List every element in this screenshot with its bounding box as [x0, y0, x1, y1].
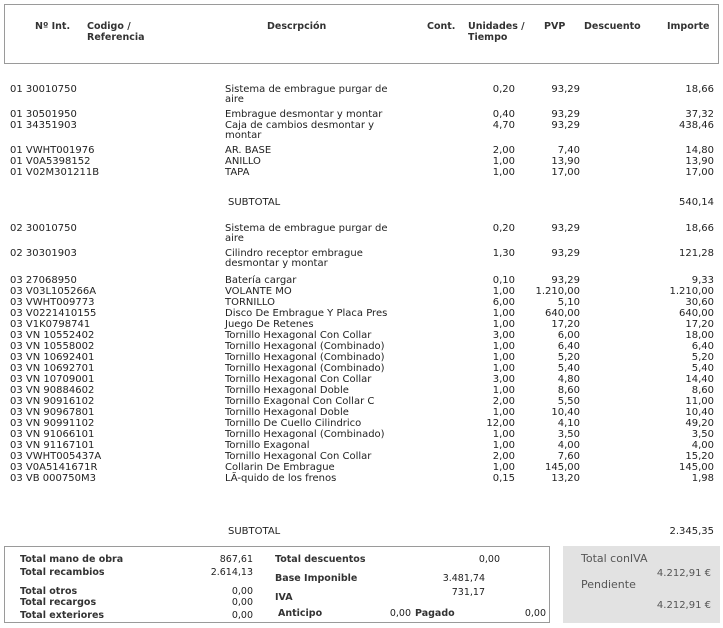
row-units: 0,20 [492, 84, 515, 95]
anticipo-value: 0,00 [389, 608, 411, 619]
header-descripcion: Descrpción [267, 21, 327, 32]
row-code: 03 VN 90991102 [10, 418, 95, 429]
row-importe: 9,33 [691, 275, 714, 286]
total-exteriores-value: 0,00 [231, 610, 253, 621]
table-row [0, 375, 723, 385]
total-recambios-value: 2.614,13 [210, 567, 253, 578]
subtotal-value: 540,14 [679, 197, 714, 208]
row-pvp: 5,20 [557, 352, 580, 363]
row-units: 2,00 [492, 145, 515, 156]
row-code: 03 V0A5141671R [10, 462, 98, 473]
table-row [0, 146, 723, 156]
row-code: 03 VN 90916102 [10, 396, 95, 407]
row-description: Tornillo Hexagonal (Combinado) [225, 429, 385, 440]
row-importe: 15,20 [685, 451, 714, 462]
row-description: Tornillo Hexagonal (Combinado) [225, 363, 385, 374]
table-row [0, 441, 723, 451]
table-row [0, 84, 723, 105]
row-description: Disco De Embrague Y Placa Pres [225, 308, 388, 319]
row-units: 1,00 [492, 308, 515, 319]
row-pvp: 5,10 [557, 297, 580, 308]
total-con-iva-label: Total conIVA [581, 552, 648, 565]
row-importe: 18,66 [685, 84, 714, 95]
total-con-iva-value: 4.212,91 € [656, 568, 711, 579]
table-row [0, 287, 723, 297]
row-pvp: 6,00 [557, 330, 580, 341]
row-pvp: 17,20 [551, 319, 580, 330]
row-units: 1,00 [492, 440, 515, 451]
row-units: 1,00 [492, 352, 515, 363]
table-row [0, 168, 723, 178]
row-importe: 640,00 [679, 308, 714, 319]
row-pvp: 4,00 [557, 440, 580, 451]
summary-box [563, 546, 720, 623]
row-description: Tornillo De Cuello Cilindrico [225, 418, 362, 429]
row-description: Collarin De Embrague [225, 462, 335, 473]
row-importe: 4,00 [691, 440, 714, 451]
total-descuentos-label: Total descuentos [275, 554, 366, 565]
row-importe: 5,20 [691, 352, 714, 363]
row-importe: 13,90 [685, 156, 714, 167]
row-importe: 8,60 [691, 385, 714, 396]
row-description: Caja de cambios desmontar y montar [225, 120, 375, 141]
row-description: Tornillo Hexagonal (Combinado) [225, 341, 385, 352]
row-pvp: 93,29 [551, 223, 580, 234]
row-code: 03 VN 10692401 [10, 352, 95, 363]
row-importe: 49,20 [685, 418, 714, 429]
row-code: 01 30010750 [10, 84, 77, 95]
row-code: 01 V02M301211B [10, 167, 100, 178]
row-code: 03 V1K0798741 [10, 319, 91, 330]
row-units: 4,70 [492, 120, 515, 131]
row-pvp: 13,20 [551, 473, 580, 484]
row-importe: 18,66 [685, 223, 714, 234]
totals-panel [4, 546, 550, 623]
row-code: 01 30501950 [10, 109, 77, 120]
row-description: Tornillo Hexagonal (Combinado) [225, 352, 385, 363]
row-importe: 17,20 [685, 319, 714, 330]
pendiente-value: 4.212,91 € [656, 600, 711, 611]
row-importe: 1.210,00 [669, 286, 714, 297]
table-row [0, 298, 723, 308]
row-units: 0,15 [492, 473, 515, 484]
row-importe: 17,00 [685, 167, 714, 178]
header-referencia: Referencia [87, 32, 145, 43]
header-importe: Importe [667, 21, 710, 32]
row-pvp: 6,40 [557, 341, 580, 352]
pagado-label: Pagado [415, 608, 455, 619]
base-imponible-label: Base Imponible [275, 573, 358, 584]
row-units: 3,00 [492, 330, 515, 341]
row-code: 03 VN 91066101 [10, 429, 95, 440]
row-units: 0,40 [492, 109, 515, 120]
row-description: Tornillo Hexagonal Doble [225, 407, 349, 418]
row-code: 03 VN 91167101 [10, 440, 95, 451]
row-units: 2,00 [492, 451, 515, 462]
table-row [0, 463, 723, 473]
row-code: 03 VN 10692701 [10, 363, 95, 374]
row-description: Tornillo Exagonal Con Collar C [225, 396, 375, 407]
total-mano-obra-value: 867,61 [219, 554, 253, 565]
table-row [0, 474, 723, 484]
row-description: Tornillo Hexagonal Con Collar [225, 330, 372, 341]
row-code: 01 34351903 [10, 120, 77, 131]
table-row [0, 430, 723, 440]
table-row [0, 386, 723, 396]
row-pvp: 640,00 [545, 308, 580, 319]
total-descuentos-value: 0,00 [478, 554, 500, 565]
row-units: 1,00 [492, 341, 515, 352]
row-code: 02 30010750 [10, 223, 77, 234]
row-pvp: 145,00 [545, 462, 580, 473]
table-row [0, 331, 723, 341]
row-pvp: 93,29 [551, 84, 580, 95]
row-description: Embrague desmontar y montar [225, 109, 383, 120]
table-row [0, 452, 723, 462]
pendiente-label: Pendiente [581, 578, 636, 591]
row-units: 1,00 [492, 385, 515, 396]
row-code: 03 VWHT005437A [10, 451, 102, 462]
header-cont: Cont. [427, 21, 456, 32]
row-description: Tornillo Hexagonal Con Collar [225, 451, 372, 462]
total-mano-obra-label: Total mano de obra [20, 554, 124, 565]
row-units: 1,00 [492, 167, 515, 178]
table-row [0, 248, 723, 269]
row-units: 1,00 [492, 407, 515, 418]
table-row [0, 342, 723, 352]
row-importe: 14,40 [685, 374, 714, 385]
row-pvp: 3,50 [557, 429, 580, 440]
row-importe: 5,40 [691, 363, 714, 374]
total-otros-label: Total otros [20, 586, 78, 597]
subtotal-label: SUBTOTAL [228, 526, 281, 537]
table-row [0, 157, 723, 167]
row-units: 0,20 [492, 223, 515, 234]
total-recambios-label: Total recambios [20, 567, 105, 578]
row-pvp: 10,40 [551, 407, 580, 418]
table-row [0, 408, 723, 418]
row-code: 03 VN 90884602 [10, 385, 95, 396]
iva-value: 731,17 [451, 587, 485, 598]
table-row [0, 120, 723, 141]
header-tiempo: Tiempo [468, 32, 508, 43]
row-description: Tornillo Exagonal [225, 440, 310, 451]
subtotal-value: 2.345,35 [669, 526, 714, 537]
row-description: Sistema de embrague purgar de aire [225, 84, 388, 105]
row-importe: 30,60 [685, 297, 714, 308]
row-importe: 145,00 [679, 462, 714, 473]
row-units: 0,10 [492, 275, 515, 286]
total-exteriores-label: Total exteriores [20, 610, 105, 621]
table-row [0, 364, 723, 374]
table-row [0, 276, 723, 286]
row-description: TORNILLO [225, 297, 276, 308]
header-unidades: Unidades / [468, 21, 525, 32]
row-units: 12,00 [486, 418, 515, 429]
row-pvp: 7,40 [557, 145, 580, 156]
pagado-value: 0,00 [524, 608, 546, 619]
row-importe: 14,80 [685, 145, 714, 156]
total-recargos-label: Total recargos [20, 597, 97, 608]
row-code: 03 VWHT009773 [10, 297, 95, 308]
row-importe: 438,46 [679, 120, 714, 131]
header-codigo: Codigo / [87, 21, 131, 32]
row-code: 03 V03L105266A [10, 286, 97, 297]
table-row [0, 309, 723, 319]
row-units: 1,00 [492, 286, 515, 297]
row-pvp: 93,29 [551, 275, 580, 286]
row-pvp: 17,00 [551, 167, 580, 178]
row-description: TAPA [225, 167, 250, 178]
row-code: 03 VN 90967801 [10, 407, 95, 418]
row-code: 03 VN 10552402 [10, 330, 95, 341]
row-importe: 121,28 [679, 248, 714, 259]
row-importe: 10,40 [685, 407, 714, 418]
table-row [0, 397, 723, 407]
row-description: Tornillo Hexagonal Con Collar [225, 374, 372, 385]
row-code: 01 V0A5398152 [10, 156, 91, 167]
row-importe: 11,00 [685, 396, 714, 407]
row-units: 1,00 [492, 319, 515, 330]
row-pvp: 7,60 [557, 451, 580, 462]
row-pvp: 1.210,00 [535, 286, 580, 297]
row-pvp: 93,29 [551, 109, 580, 120]
iva-label: IVA [275, 592, 293, 603]
table-row [0, 110, 723, 120]
table-header [4, 4, 719, 64]
row-code: 02 30301903 [10, 248, 77, 259]
row-description: Batería cargar [225, 275, 297, 286]
table-row [0, 419, 723, 429]
table-row [0, 353, 723, 363]
row-units: 1,30 [492, 248, 515, 259]
row-description: Cilindro receptor embrague desmontar y montar [225, 248, 363, 269]
row-importe: 1,98 [691, 473, 714, 484]
table-row [0, 223, 723, 244]
row-description: Sistema de embrague purgar de aire [225, 223, 388, 244]
total-recargos-value: 0,00 [231, 597, 253, 608]
total-otros-value: 0,00 [231, 586, 253, 597]
row-description: Juego De Retenes [225, 319, 314, 330]
row-units: 2,00 [492, 396, 515, 407]
row-importe: 37,32 [685, 109, 714, 120]
row-code: 03 27068950 [10, 275, 77, 286]
header-num-int: Nº Int. [35, 21, 71, 32]
row-description: AR. BASE [225, 145, 272, 156]
anticipo-label: Anticipo [278, 608, 323, 619]
row-code: 03 VN 10709001 [10, 374, 95, 385]
subtotal-label: SUBTOTAL [228, 197, 281, 208]
row-code: 03 VN 10558002 [10, 341, 95, 352]
row-pvp: 93,29 [551, 248, 580, 259]
row-units: 1,00 [492, 156, 515, 167]
row-description: ANILLO [225, 156, 261, 167]
row-units: 3,00 [492, 374, 515, 385]
row-pvp: 93,29 [551, 120, 580, 131]
row-description: VOLANTE MO [225, 286, 292, 297]
row-importe: 18,00 [685, 330, 714, 341]
row-description: LÃ-quido de los frenos [225, 473, 337, 484]
row-pvp: 13,90 [551, 156, 580, 167]
row-pvp: 5,40 [557, 363, 580, 374]
row-code: 03 V0221410155 [10, 308, 97, 319]
row-units: 1,00 [492, 462, 515, 473]
row-pvp: 4,80 [557, 374, 580, 385]
row-pvp: 5,50 [557, 396, 580, 407]
row-pvp: 4,10 [557, 418, 580, 429]
row-units: 1,00 [492, 363, 515, 374]
row-importe: 6,40 [691, 341, 714, 352]
header-pvp: PVP [544, 21, 566, 32]
header-descuento: Descuento [584, 21, 641, 32]
row-description: Tornillo Hexagonal Doble [225, 385, 349, 396]
row-pvp: 8,60 [557, 385, 580, 396]
row-importe: 3,50 [691, 429, 714, 440]
row-code: 01 VWHT001976 [10, 145, 95, 156]
row-units: 1,00 [492, 429, 515, 440]
row-code: 03 VB 000750M3 [10, 473, 96, 484]
row-units: 6,00 [492, 297, 515, 308]
table-row [0, 320, 723, 330]
base-imponible-value: 3.481,74 [442, 573, 485, 584]
